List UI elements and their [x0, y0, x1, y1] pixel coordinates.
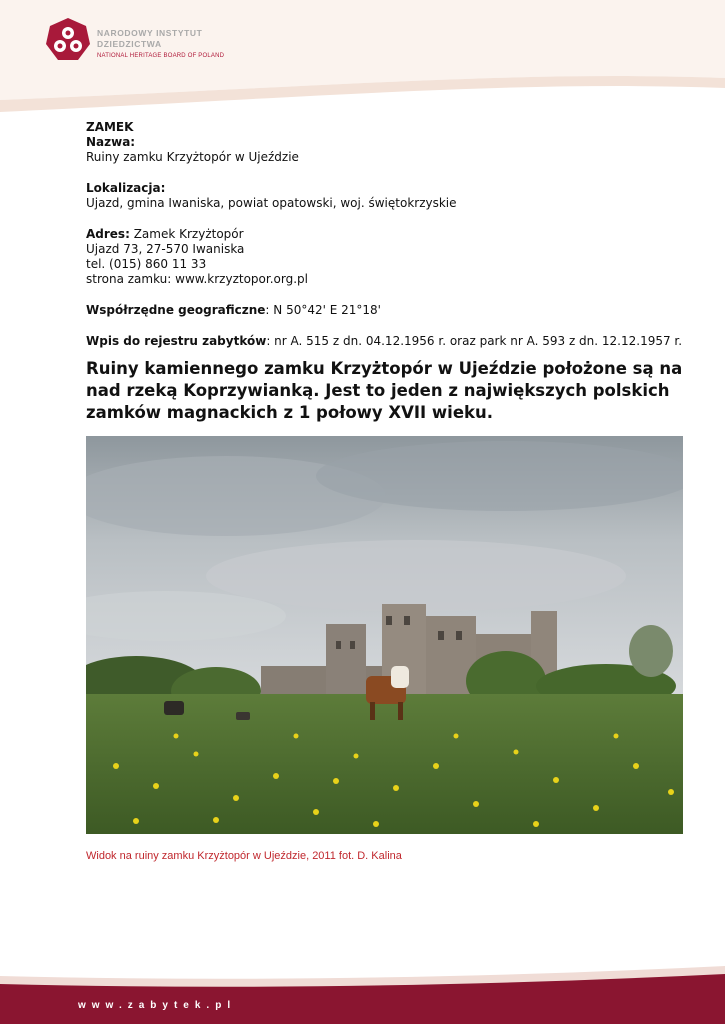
institution-line3: NATIONAL HERITAGE BOARD OF POLAND	[97, 53, 225, 59]
name-label: Nazwa:	[86, 135, 136, 149]
footer-band	[0, 960, 725, 1024]
lead-paragraph: Ruiny kamiennego zamku Krzyżtopór w Ujeździe położone są na nad rzeką Koprzywianką. Jest to jeden z największych polskich zamków magnackich z 1 połowy XVII wieku.	[86, 359, 683, 422]
nid-logo-icon	[44, 16, 92, 64]
registry-value: : nr A. 515 z dn. 04.12.1956 r. oraz park nr A. 593 z dn. 12.12.1957 r.	[266, 334, 683, 348]
coords-value: : N 50°42' E 21°18'	[265, 303, 381, 317]
address-web: strona zamku: www.krzyztopor.org.pl	[86, 272, 308, 286]
address-label: Adres:	[86, 227, 130, 241]
coords-block	[86, 303, 686, 318]
name-value: Ruiny zamku Krzyżtopór w Ujeździe	[86, 150, 299, 164]
address-block	[86, 227, 686, 287]
registry-label: Wpis do rejestru zabytków	[86, 334, 267, 348]
registry-block	[86, 334, 686, 349]
page-footer	[0, 960, 725, 1024]
castle-photo	[86, 436, 683, 834]
category-label: ZAMEK	[86, 120, 134, 134]
institution-line2: DZIEDZICTWA	[97, 39, 162, 49]
location-label: Lokalizacja:	[86, 181, 166, 195]
footer-url-link[interactable]: www.zabytek.pl	[78, 1000, 237, 1011]
coords-label: Współrzędne geograficzne	[86, 303, 266, 317]
institution-name	[97, 28, 224, 62]
location-block	[86, 181, 686, 211]
address-phone: tel. (015) 860 11 33	[86, 257, 207, 271]
record-details	[86, 120, 686, 365]
location-value: Ujazd, gmina Iwaniska, powiat opatowski, woj. świętokrzyskie	[86, 196, 457, 210]
address-line2: Ujazd 73, 27-570 Iwaniska	[86, 242, 245, 256]
page-header	[0, 0, 725, 120]
name-block	[86, 120, 686, 165]
photo-caption: Widok na ruiny zamku Krzyżtopór w Ujeździe, 2011 fot. D. Kalina	[86, 850, 402, 862]
address-line1: Zamek Krzyżtopór	[133, 227, 244, 241]
institution-line1: NARODOWY INSTYTUT	[97, 28, 203, 38]
